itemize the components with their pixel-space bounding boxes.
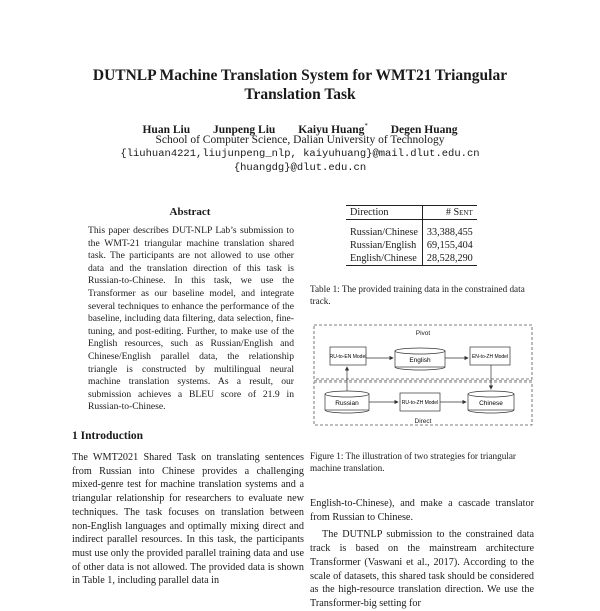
table-1: [346, 205, 477, 266]
section-heading-introduction: 1 Introduction: [72, 430, 144, 442]
figure-1-diagram: [310, 322, 535, 432]
figure-1-caption: Figure 1: The illustration of two strategies for triangular machine translation.: [310, 451, 516, 473]
table-cell-sent: 69,155,404: [426, 240, 473, 251]
author-3-name: Kaiyu Huang: [298, 123, 365, 136]
author-2: Junpeng Liu: [212, 123, 276, 136]
paper-title-line2: Translation Task: [244, 86, 356, 103]
table-cell-direction: Russian/Chinese: [346, 226, 422, 239]
intro-p1: The WMT2021 Shared Task on translating sentences from Russian into Chinese provides a challenging mixed-genre test for machine translation systems and a triangular relationship for researchers to evaluate new techniques. The task focuses on translation between non-English languages and optimally mixing direct and indirect parallel resources. In this task, the participants must use only the provided parallel training data and use of other data is not allowed. The provided data is shown in Table 1, including parallel data in: [72, 452, 304, 587]
table-header-sent: # Sent: [445, 207, 473, 218]
table-cell-sent: 28,528,290: [426, 253, 473, 264]
table-header-direction: Direction: [346, 206, 422, 220]
pivot-label: Pivot: [415, 330, 431, 337]
author-mark: *: [364, 122, 368, 130]
right-p1: English-to-Chinese), and make a cascade translator from Russian to Chinese.: [310, 498, 534, 523]
english-label: English: [409, 357, 431, 364]
table-row: [346, 226, 477, 239]
right-p2: The DUTNLP submission to the constrained data track is based on the mainstream architecture Transformer (Vaswani et al., 2017). According to the scale of datasets, this shared task should be considered as the high-resource translation direction. We use the Transformer-big setting for: [310, 529, 534, 609]
ru-zh-model-label: RU-to-ZH Model: [401, 400, 439, 406]
table-cell-direction: Russian/English: [346, 239, 422, 252]
chinese-label: Chinese: [479, 400, 503, 407]
abstract-text: This paper describes DUT-NLP Lab’s submission to the WMT-21 triangular machine translation shared task. The participants are not allowed to use other data and the translation direction of this task is Russian-to-Chinese. In this task, we use the Transformer as our baseline model, and integrate several techniques to enhance the performance of the baseline, including data filtering, data selection, fine-tuning, and post-editing. Further, to make use of the English resources, such as Russian/English and Chinese/English parallel data, the relationship triangle is constructed by multilingual neural machine translation systems. As a result, our submission achieves a BLEU score of 21.9 in Russian-to-Chinese.: [88, 225, 294, 413]
right-column-text: [310, 497, 534, 611]
table-cell-sent: 33,388,455: [426, 227, 473, 238]
author-4: Degen Huang: [390, 123, 458, 136]
english-node: [395, 348, 445, 370]
direct-label: Direct: [414, 418, 432, 425]
table-row: [346, 239, 477, 252]
table-row: [346, 252, 477, 265]
paper-title-line1: DUTNLP Machine Translation System for WMT21 Triangular: [92, 67, 508, 84]
emails-line2: {huangdg}@dlut.edu.cn: [233, 162, 367, 174]
russian-label: Russian: [335, 400, 359, 407]
emails-line1: {liuhuan4221,liujunpeng_nlp, kaiyuhuang}@mail.dlut.edu.cn: [120, 148, 480, 160]
chinese-node: [468, 391, 514, 413]
russian-node: [325, 391, 369, 413]
affiliation: School of Computer Science, Dalian University of Technology: [155, 134, 445, 146]
abstract-heading: Abstract: [169, 206, 211, 218]
en-zh-model-label: EN-to-ZH Model: [471, 354, 509, 360]
intro-paragraph: [72, 451, 304, 588]
table-cell-direction: English/Chinese: [346, 252, 422, 265]
ru-en-model-label: RU-to-EN Model: [329, 354, 367, 360]
author-1: Huan Liu: [142, 123, 191, 136]
data-table: [346, 206, 477, 265]
table-1-caption: Table 1: The provided training data in the constrained data track.: [310, 284, 525, 306]
